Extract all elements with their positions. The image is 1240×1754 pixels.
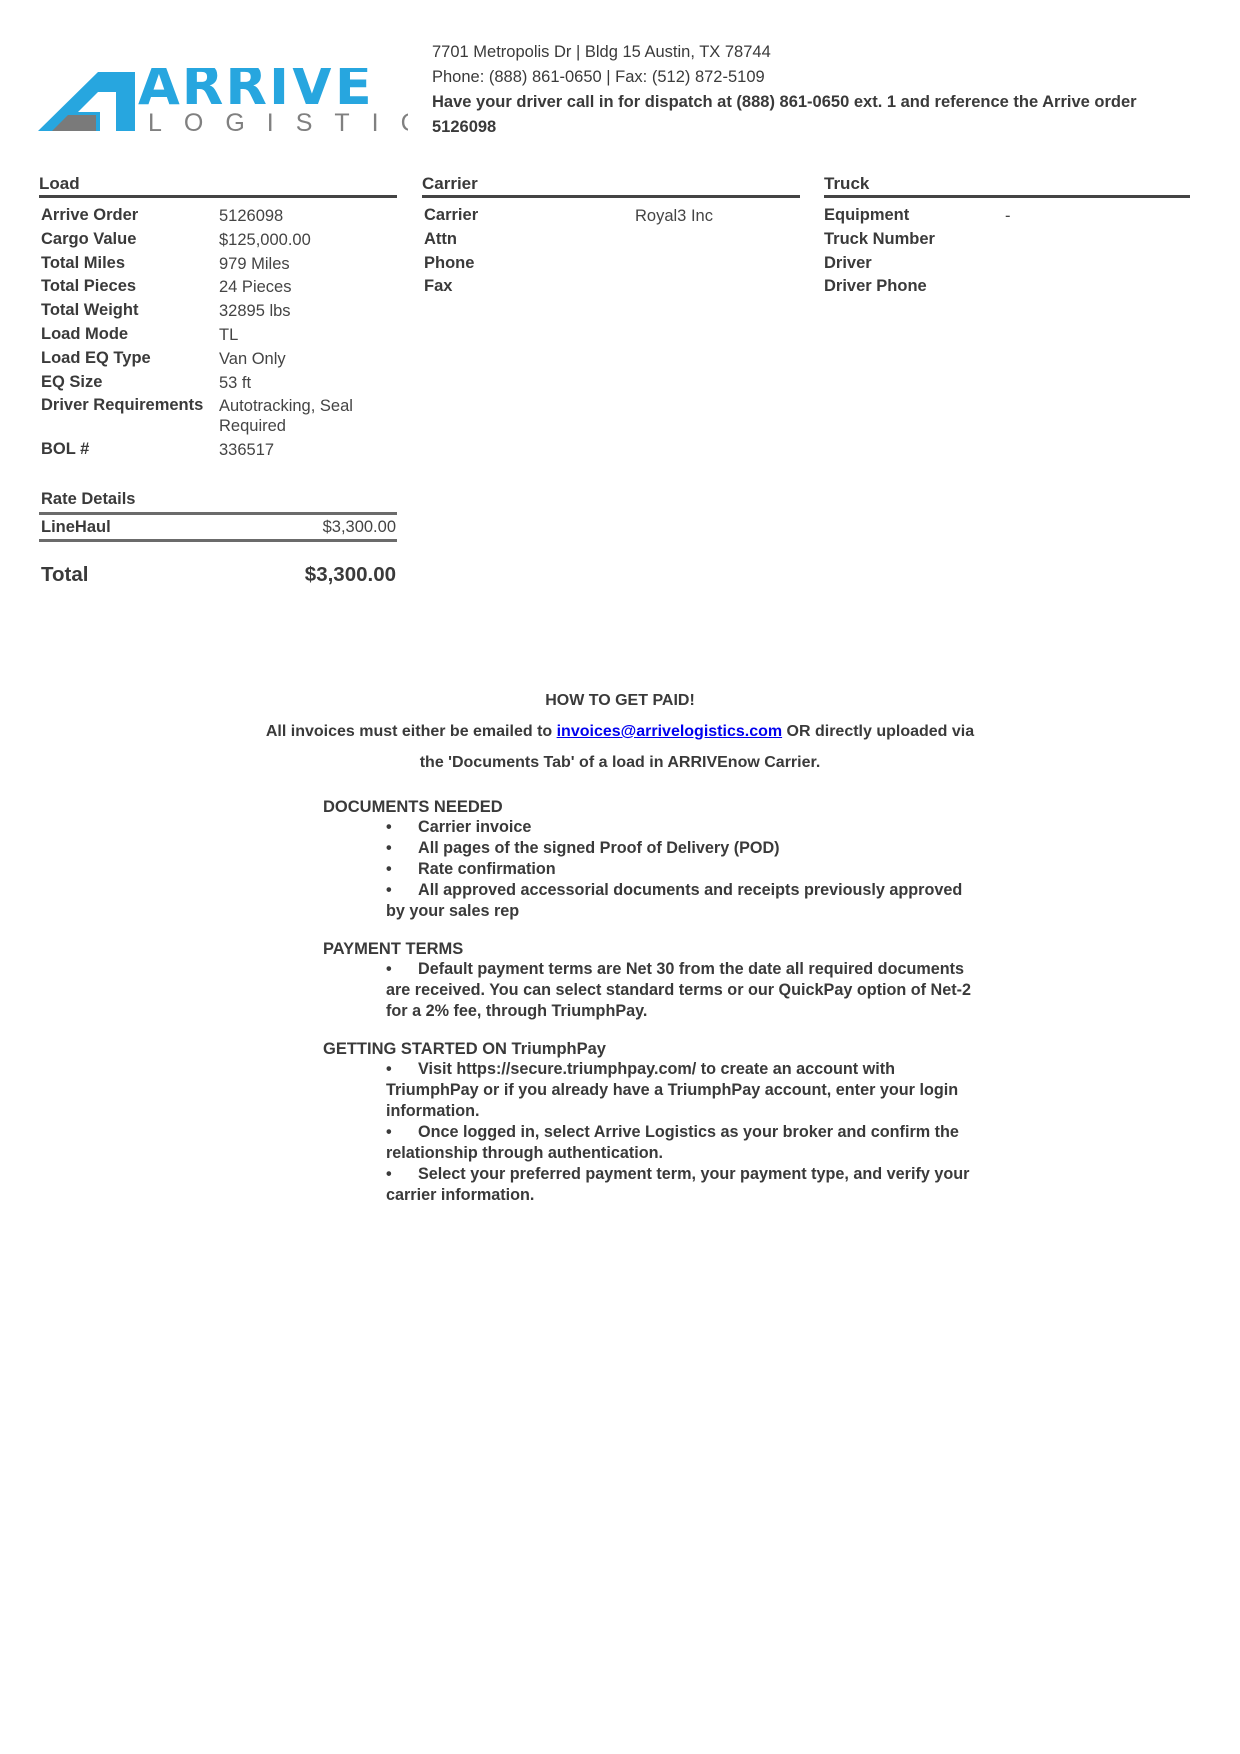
bullet-item — [386, 1122, 976, 1164]
payment-line1-post: OR directly uploaded via — [782, 723, 975, 740]
documents-needed-list — [386, 817, 976, 922]
detail-value: 53 ft — [219, 373, 252, 392]
payment-instructions-line1 — [0, 723, 1240, 741]
detail-label: EQ Size — [41, 372, 103, 391]
load-section-title: Load — [39, 174, 80, 193]
bullet-text: Default payment terms are Net 30 from the date all required documents are received. You can select standard terms or our QuickPay option of Net-2 for a 2% fee, through TriumphPay. — [386, 960, 972, 1020]
load-section-rule — [39, 195, 397, 198]
bullet-marker: • — [386, 839, 392, 857]
detail-label: Driver — [824, 253, 872, 272]
invoice-email-link[interactable]: invoices@arrivelogistics.com — [556, 723, 783, 740]
payment-instructions-line2: the 'Documents Tab' of a load in ARRIVEnow Carrier. — [419, 754, 821, 771]
carrier-section-title: Carrier — [422, 174, 478, 193]
detail-value: $125,000.00 — [219, 230, 311, 249]
getting-started-title: GETTING STARTED ON TriumphPay — [323, 1040, 606, 1058]
rate-details-title: Rate Details — [41, 490, 136, 508]
bullet-text: Rate confirmation — [418, 860, 556, 878]
rate-top-rule — [39, 512, 397, 515]
company-address: 7701 Metropolis Dr | Bldg 15 Austin, TX 78744 — [432, 43, 771, 61]
detail-label: BOL # — [41, 440, 90, 459]
detail-label: Driver Phone — [824, 277, 927, 296]
detail-label: Fax — [424, 277, 453, 296]
detail-value: - — [1005, 207, 1011, 225]
linehaul-label: LineHaul — [41, 518, 111, 536]
detail-label: Truck Number — [824, 229, 935, 248]
detail-value: 24 Pieces — [219, 278, 292, 297]
bullet-marker: • — [386, 960, 392, 978]
detail-label: Arrive Order — [41, 206, 139, 224]
detail-value: 5126098 — [219, 207, 284, 225]
payment-terms-list — [386, 959, 976, 1022]
bullet-text: Once logged in, select Arrive Logistics as your broker and confirm the relationship through authentication. — [386, 1123, 959, 1162]
detail-label: Load EQ Type — [41, 348, 151, 367]
logo-wordmark: ARRIVE — [138, 68, 374, 117]
documents-needed-title: DOCUMENTS NEEDED — [323, 798, 503, 816]
detail-value: Royal3 Inc — [635, 207, 713, 225]
detail-label: Driver Requirements — [41, 396, 204, 415]
bullet-item — [386, 1059, 976, 1122]
bullet-text: Visit https://secure.triumphpay.com/ to create an account with TriumphPay or if you already have a TriumphPay account, enter your login information. — [386, 1060, 959, 1120]
carrier-section-rule — [422, 195, 800, 198]
rate-bottom-rule — [39, 539, 397, 542]
detail-value: 32895 lbs — [219, 302, 291, 321]
bullet-item — [386, 838, 976, 859]
getting-started-list — [386, 1059, 976, 1206]
arrive-logo-graphic — [38, 68, 408, 138]
detail-label: Phone — [424, 253, 475, 272]
bullet-text: Select your preferred payment term, your payment type, and verify your carrier information. — [386, 1165, 970, 1204]
bullet-text: All pages of the signed Proof of Delivery (POD) — [418, 839, 780, 857]
bullet-item — [386, 1164, 976, 1206]
bullet-marker: • — [386, 1123, 392, 1141]
linehaul-value: $3,300.00 — [322, 518, 396, 536]
bullet-marker: • — [386, 881, 392, 899]
payment-line1-pre: All invoices must either be emailed to — [265, 723, 557, 740]
detail-label: Total Weight — [41, 301, 139, 320]
detail-label: Carrier — [424, 206, 479, 224]
bullet-text: Carrier invoice — [418, 818, 532, 836]
detail-label: Total Pieces — [41, 277, 137, 296]
payment-terms-title: PAYMENT TERMS — [323, 940, 464, 958]
detail-label: Total Miles — [41, 253, 126, 272]
truck-section-title: Truck — [824, 174, 870, 193]
total-value: $3,300.00 — [304, 563, 396, 586]
truck-section-rule — [824, 195, 1190, 198]
company-header — [432, 40, 1192, 140]
bullet-text: All approved accessorial documents and receipts previously approved by your sales rep — [386, 881, 963, 920]
company-logo — [38, 68, 408, 138]
detail-label: Attn — [424, 229, 457, 248]
logo-subtitle: LOGISTI — [148, 109, 401, 137]
detail-label: Cargo Value — [41, 229, 137, 248]
bullet-item — [386, 959, 976, 1022]
detail-value: Van Only — [219, 349, 286, 368]
bullet-marker: • — [386, 1165, 392, 1183]
bullet-marker: • — [386, 1060, 392, 1078]
dispatch-note: Have your driver call in for dispatch at (888) 861-0650 ext. 1 and reference the Arrive order 5126098 — [432, 93, 1137, 136]
total-label: Total — [41, 563, 89, 586]
detail-label: Load Mode — [41, 325, 129, 343]
bullet-item — [386, 859, 976, 880]
bullet-item — [386, 880, 976, 922]
detail-value: 336517 — [219, 441, 275, 460]
bullet-marker: • — [386, 818, 392, 836]
company-phone-fax: Phone: (888) 861-0650 | Fax: (512) 872-5109 — [432, 68, 765, 86]
bullet-marker: • — [386, 860, 392, 878]
bullet-item — [386, 817, 976, 838]
detail-label: Equipment — [824, 206, 910, 224]
detail-value: Autotracking, Seal Required — [219, 397, 353, 436]
payment-heading: HOW TO GET PAID! — [545, 692, 695, 709]
detail-value: 979 Miles — [219, 254, 290, 273]
detail-value: TL — [219, 326, 239, 344]
